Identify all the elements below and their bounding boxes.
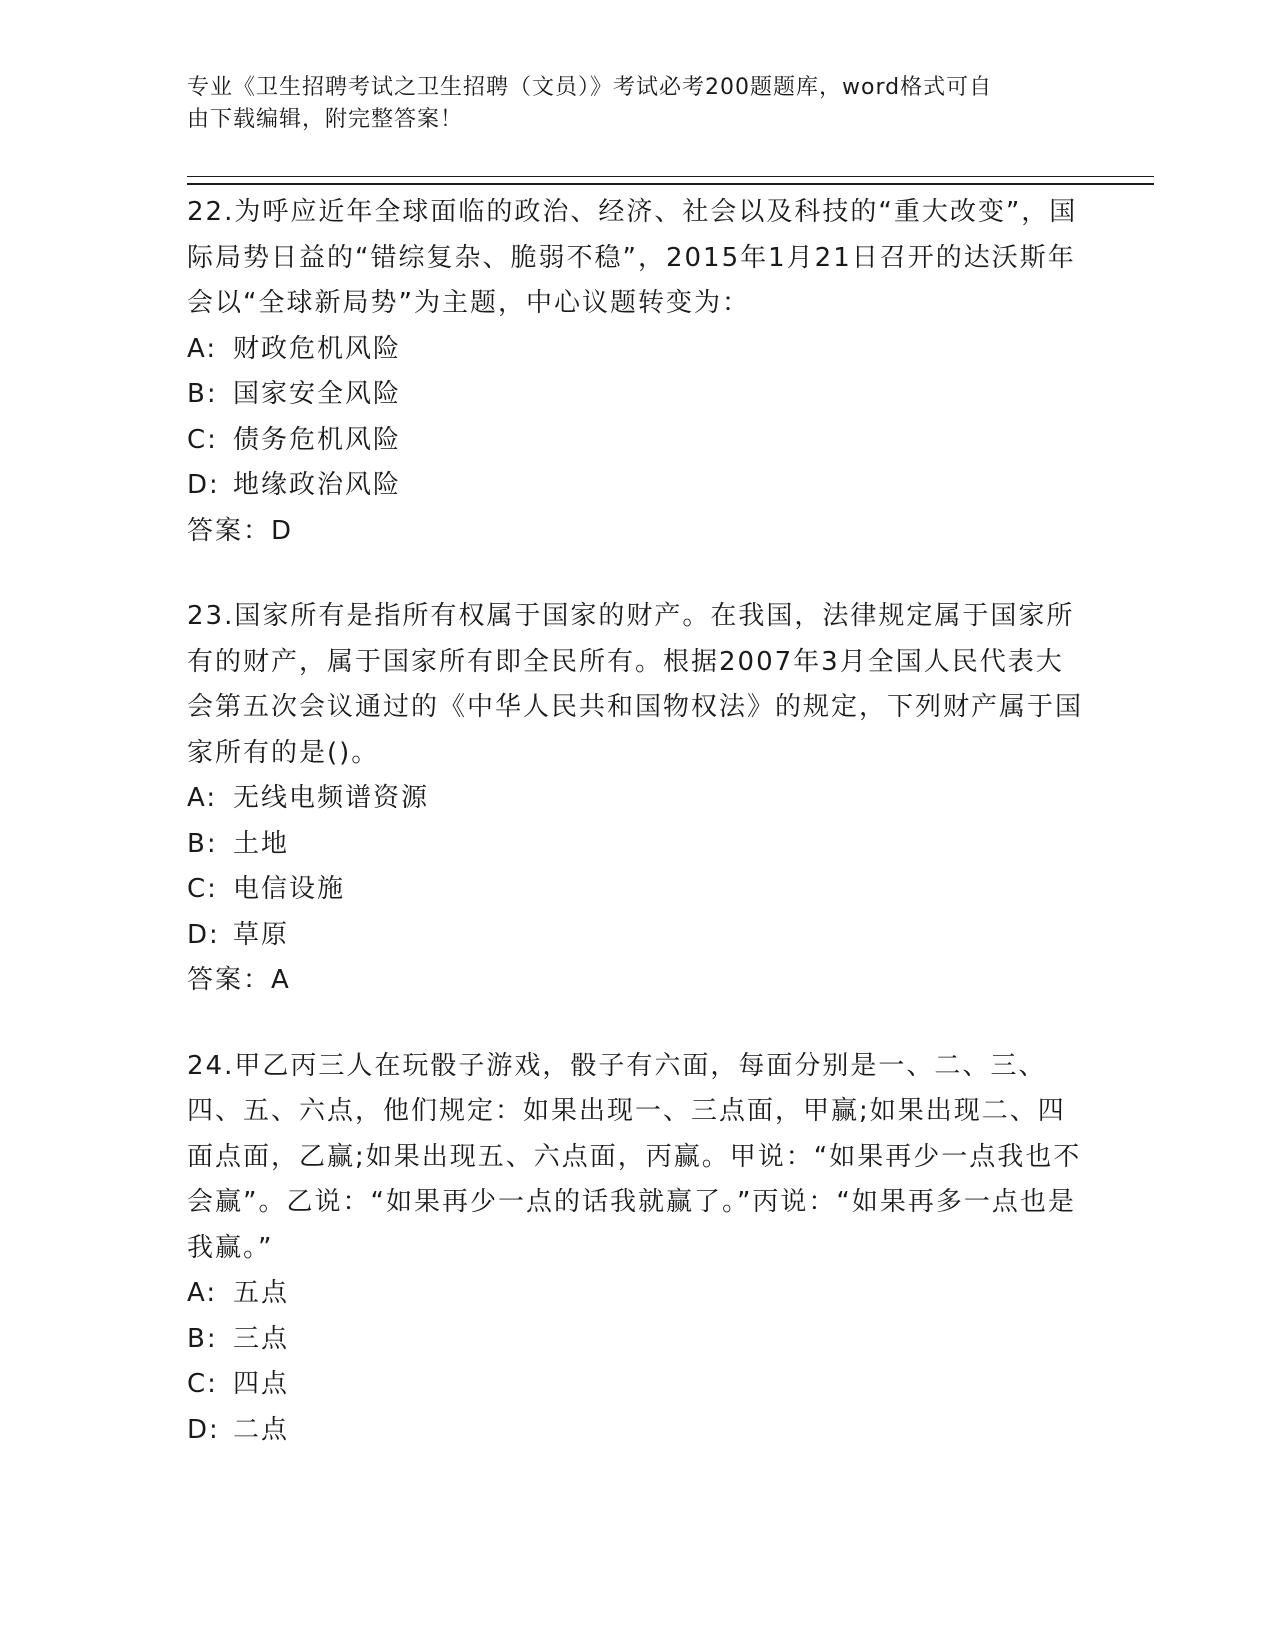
option-letter: B: (187, 379, 218, 409)
option-b (187, 822, 1087, 868)
option-letter: D: (187, 1414, 220, 1445)
option-d (187, 913, 1087, 959)
option-b (187, 372, 1087, 418)
option-d (187, 1408, 1087, 1454)
option-letter: B: (187, 828, 218, 859)
document-header (187, 72, 1087, 136)
question-stem: 24.甲乙丙三人在玩骰子游戏，骰子有六面，每面分别是一、二、三、四、五、六点，他们规定：如果出现一、三点面，甲赢;如果出现二、四面点面，乙赢;如果出现五、六点面，丙赢。甲说：“如果再少一点我也不会赢”。乙说：“如果再少一点的话我就赢了。”丙说：“如果再多一点也是我赢。” (187, 1050, 1082, 1263)
question-23 (187, 594, 1087, 1004)
option-letter: C: (187, 424, 218, 455)
option-a (187, 327, 1087, 373)
option-letter: A: (187, 783, 218, 813)
option-text: 地缘政治风险 (233, 470, 402, 500)
option-text: 土地 (233, 828, 290, 859)
option-text: 国家安全风险 (233, 379, 402, 409)
question-stem: 23.国家所有是指所有权属于国家的财产。在我国，法律规定属于国家所有的财产，属于国家所有即全民所有。根据2007年3月全国人民代表大会第五次会议通过的《中华人民共和国物权法》的规定，下列财产属于国家所有的是()。 (187, 601, 1084, 768)
option-text: 电信设施 (233, 874, 346, 904)
question-22 (187, 190, 1087, 554)
option-letter: A: (187, 1278, 218, 1308)
answer-line: 答案：D (187, 515, 294, 546)
option-letter: C: (187, 874, 218, 904)
option-c (187, 418, 1087, 464)
option-letter: D: (187, 470, 220, 500)
option-letter: C: (187, 1369, 218, 1399)
header-line-2: 由下载编辑，附完整答案！ (187, 107, 464, 132)
option-text: 草原 (233, 919, 290, 950)
header-line-1: 专业《卫生招聘考试之卫生招聘（文员）》考试必考200题题库，word格式可自 (187, 75, 993, 100)
option-text: 债务危机风险 (233, 424, 402, 455)
option-text: 四点 (233, 1369, 290, 1399)
question-24 (187, 1044, 1087, 1454)
option-letter: D: (187, 919, 220, 950)
option-c (187, 1362, 1087, 1408)
header-divider (187, 176, 1154, 185)
option-b (187, 1317, 1087, 1363)
option-text: 财政危机风险 (233, 333, 402, 364)
option-c (187, 867, 1087, 913)
option-letter: B: (187, 1323, 218, 1354)
question-list (187, 190, 1087, 1493)
option-d (187, 463, 1087, 509)
option-text: 二点 (233, 1414, 290, 1445)
option-text: 无线电频谱资源 (233, 783, 430, 813)
option-letter: A: (187, 333, 218, 364)
option-text: 五点 (233, 1278, 290, 1308)
option-a (187, 1271, 1087, 1317)
question-stem: 22.为呼应近年全球面临的政治、经济、社会以及科技的“重大改变”，国际局势日益的“错综复杂、脆弱不稳”，2015年1月21日召开的达沃斯年会以“全球新局势”为主题，中心议题转变为： (187, 197, 1078, 318)
answer-line: 答案：A (187, 965, 291, 995)
option-text: 三点 (233, 1323, 290, 1354)
option-a (187, 776, 1087, 822)
